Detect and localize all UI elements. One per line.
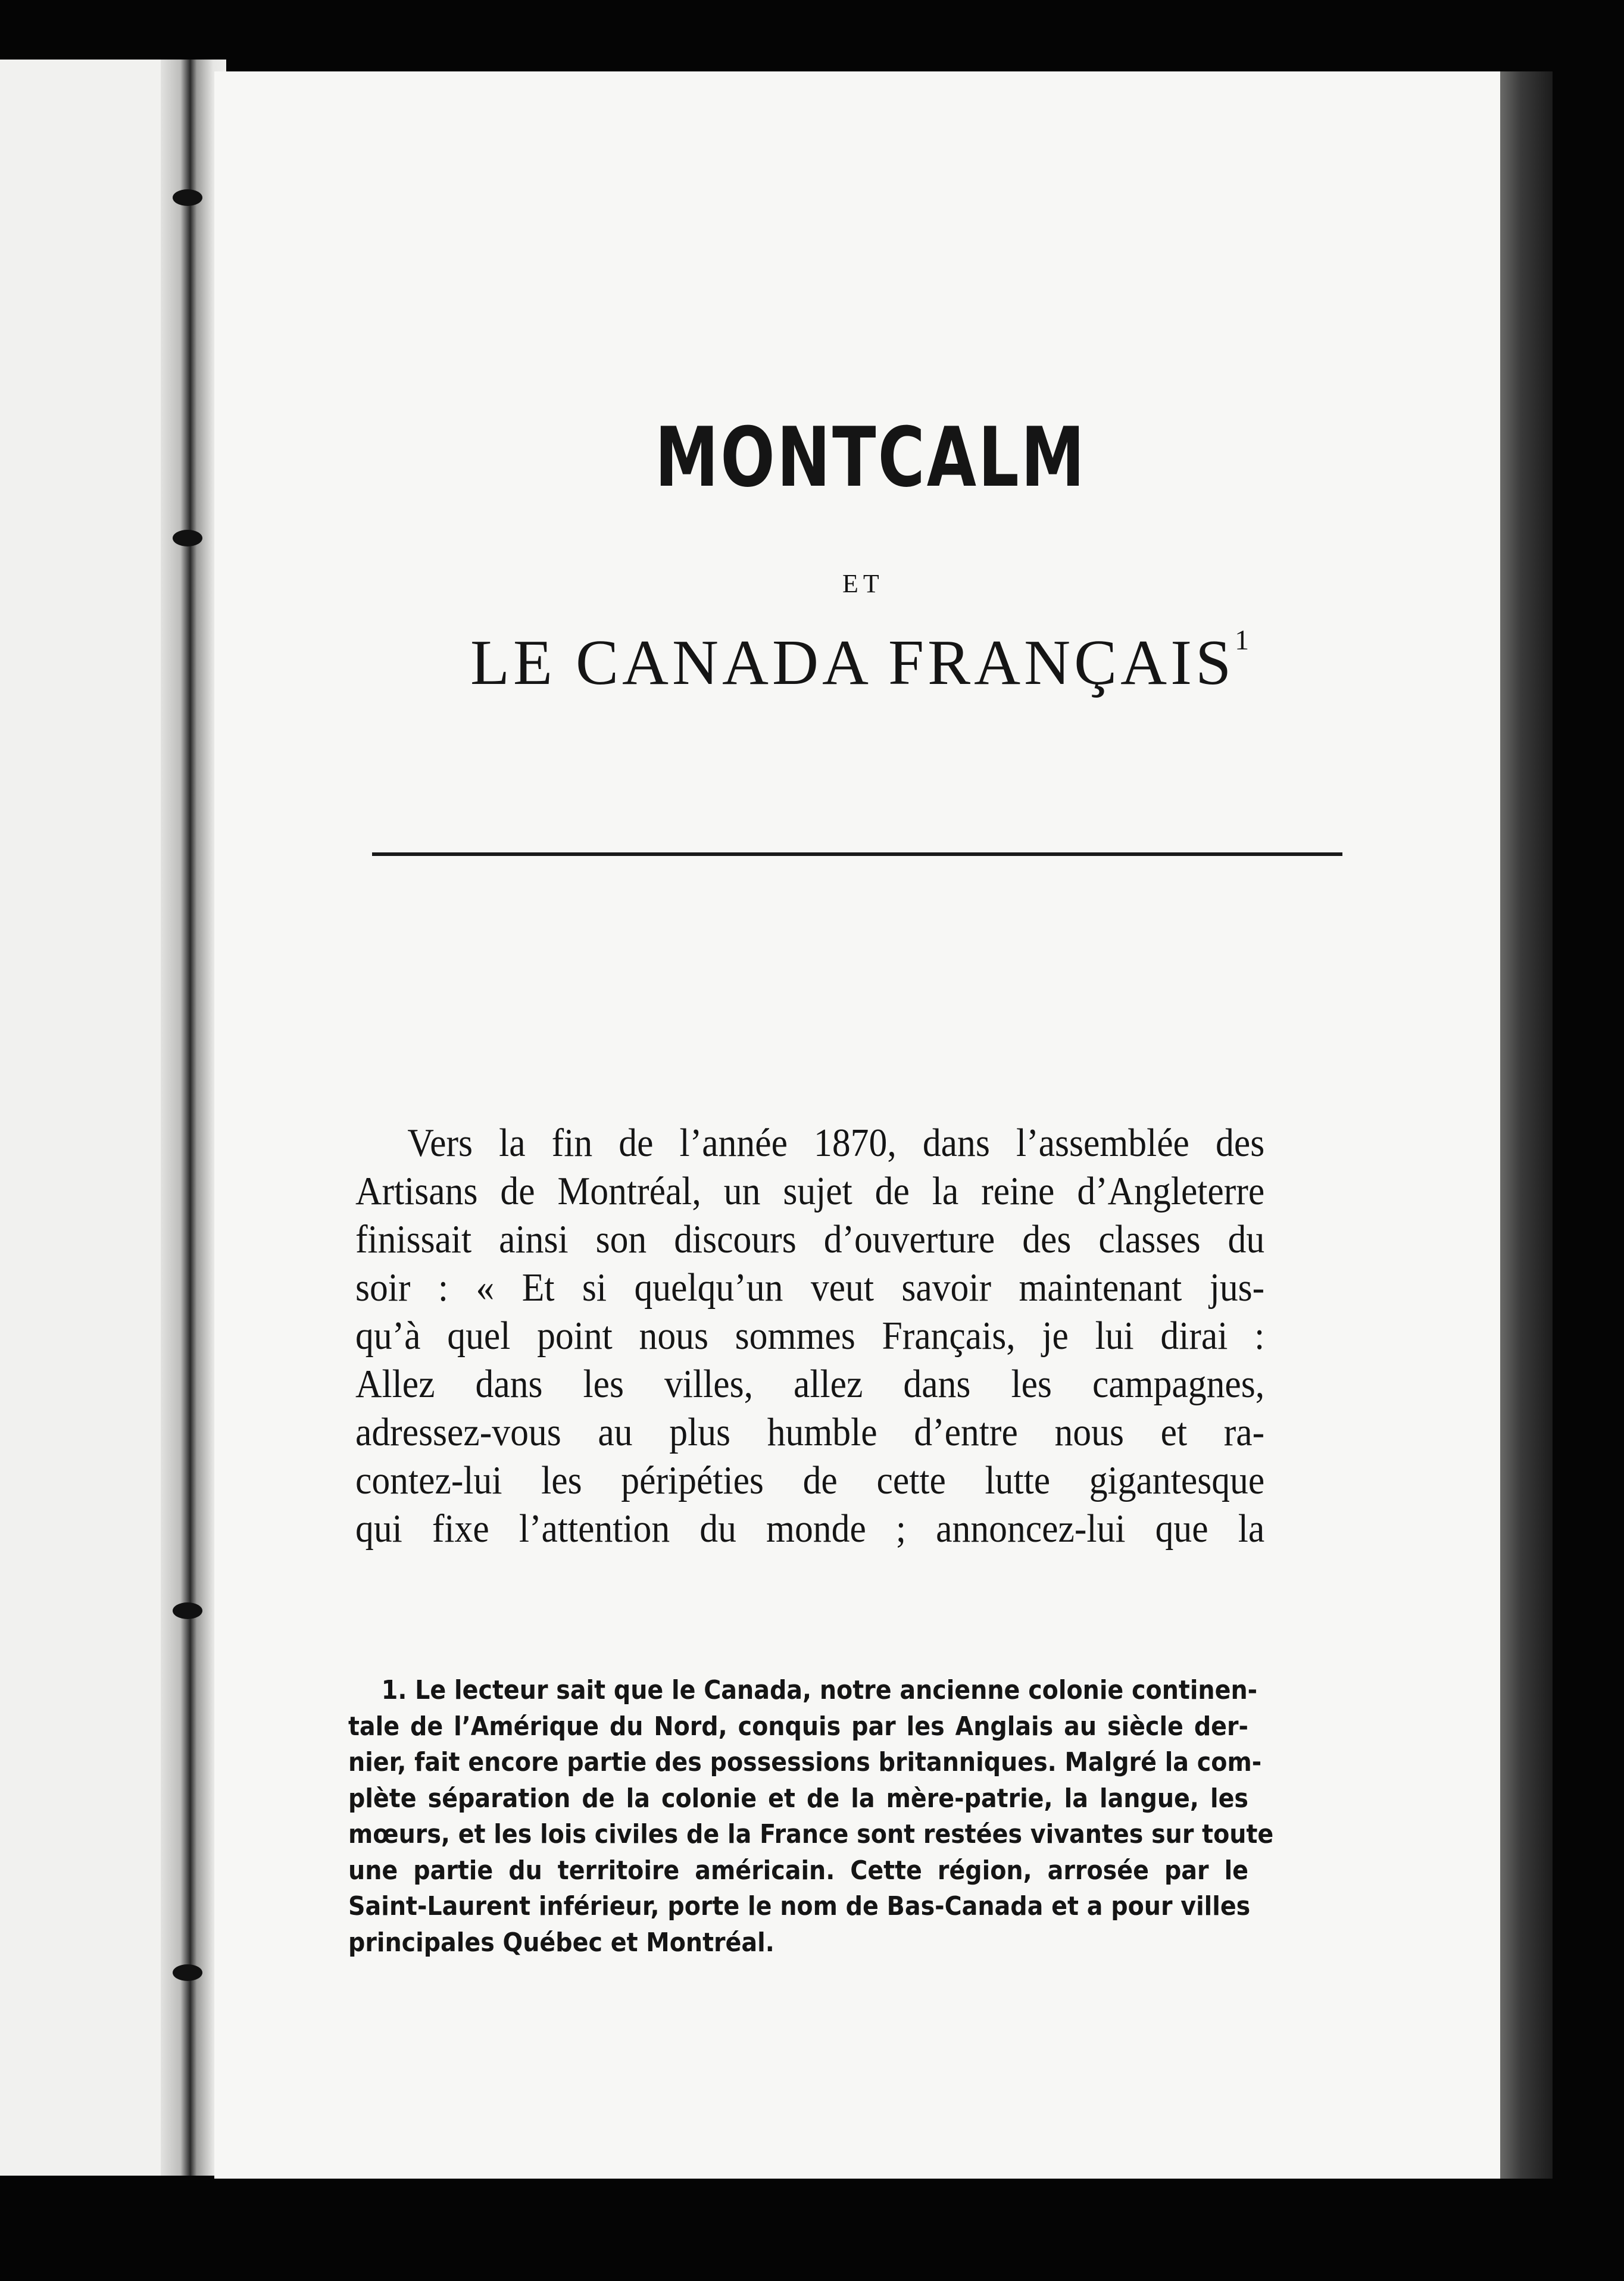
body-line: qui fixe l’attention du monde ; annoncez-lui que la bbox=[355, 1507, 1265, 1551]
binding-thread-mark bbox=[173, 1602, 202, 1619]
body-line: soir : « Et si quelqu’un veut savoir maintenant jus- bbox=[355, 1266, 1265, 1310]
facing-page bbox=[0, 60, 182, 2176]
scan-background bbox=[0, 2179, 1624, 2281]
body-line: finissait ainsi son discours d’ouverture des classes du bbox=[355, 1217, 1265, 1261]
body-line: contez-lui les péripéties de cette lutte gigantesque bbox=[355, 1458, 1265, 1502]
footnote-line: mœurs, et les lois civiles de la France sont restées vivantes sur toute bbox=[348, 1819, 1274, 1849]
footnote-line: nier, fait encore partie des possessions britanniques. Malgré la com- bbox=[348, 1747, 1262, 1777]
footnote-line: une partie du territoire américain. Cette région, arrosée par le bbox=[348, 1855, 1248, 1886]
subtitle-text: LE CANADA FRANÇAIS bbox=[470, 627, 1235, 698]
binding-thread-mark bbox=[173, 189, 202, 206]
footnote-line: plète séparation de la colonie et de la mère-patrie, la langue, les bbox=[348, 1783, 1248, 1814]
footnote-line: tale de l’Amérique du Nord, conquis par les Anglais au siècle der- bbox=[348, 1711, 1248, 1742]
horizontal-rule bbox=[372, 852, 1342, 856]
page-subtitle bbox=[470, 624, 1256, 698]
footnote-reference: 1 bbox=[1235, 624, 1250, 656]
body-paragraph bbox=[355, 1119, 1264, 1553]
footnote-line: Saint-Laurent inférieur, porte le nom de Bas-Canada et a pour villes bbox=[348, 1891, 1251, 1921]
title-conjunction: ET bbox=[842, 569, 884, 598]
binding-thread-mark bbox=[173, 530, 202, 546]
body-line: Artisans de Montréal, un sujet de la reine d’Angleterre bbox=[355, 1169, 1265, 1213]
page-edge-shadow bbox=[1500, 71, 1553, 2191]
body-line: Vers la fin de l’année 1870, dans l’assemblée des bbox=[407, 1121, 1265, 1165]
body-line: Allez dans les villes, allez dans les campagnes, bbox=[355, 1362, 1265, 1406]
footnote-line: principales Québec et Montréal. bbox=[348, 1927, 774, 1958]
footnote bbox=[348, 1673, 1274, 1961]
page-title: MONTCALM bbox=[655, 410, 1087, 505]
body-line: adressez-vous au plus humble d’entre nous et ra- bbox=[355, 1410, 1265, 1454]
footnote-line: 1. Le lecteur sait que le Canada, notre ancienne colonie continen- bbox=[381, 1675, 1258, 1705]
body-line: qu’à quel point nous sommes Français, je lui dirai : bbox=[355, 1314, 1265, 1358]
binding-thread-mark bbox=[173, 1964, 202, 1981]
